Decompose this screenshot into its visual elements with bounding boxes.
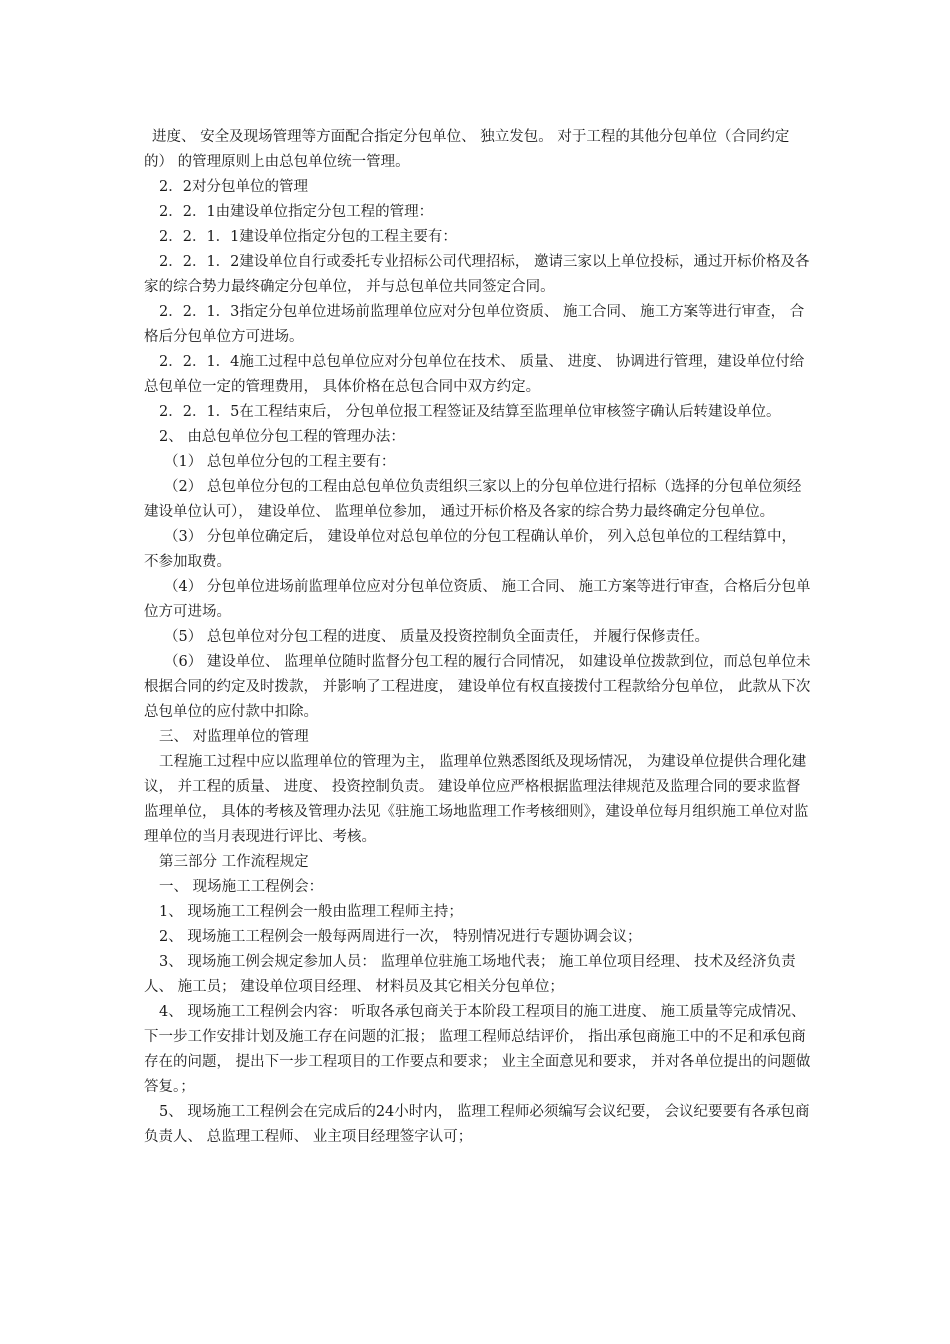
document-body (144, 125, 814, 1150)
paragraph: 工程施工过程中应以监理单位的管理为主， 监理单位熟悉图纸及现场情况， 为建设单位提供合理化建议， 并工程的质量、 进度、 投资控制负责。 建设单位应严格根据监理法律规范及监理合同的要求监督监理单位， 具体的考核及管理办法见《驻施工场地监理工作考核细则》，建设单位每月组织施工单位对监理单位的当月表现进行评比、考核。 (144, 754, 809, 845)
paragraph: 2．2．1．2建设单位自行或委托专业招标公司代理招标， 邀请三家以上单位投标，通过开标价格及各家的综合势力最终确定分包单位， 并与总包单位共同签定合同。 (144, 254, 810, 295)
paragraph: 进度、 安全及现场管理等方面配合指定分包单位、 独立发包。 对于工程的其他分包单位（合同约定的） 的管理原则上由总包单位统一管理。 (144, 129, 790, 170)
paragraph: 2．2．1由建设单位指定分包工程的管理： (159, 204, 434, 220)
paragraph: 三、 对监理单位的管理 (159, 729, 309, 745)
paragraph: （5） 总包单位对分包工程的进度、 质量及投资控制负全面责任， 并履行保修责任。 (164, 629, 710, 645)
paragraph: 2．2．1．4施工过程中总包单位应对分包单位在技术、 质量、 进度、 协调进行管理，建设单位付给总包单位一定的管理费用， 具体价格在总包合同中双方约定。 (144, 354, 805, 395)
paragraph: （3） 分包单位确定后， 建设单位对总包单位的分包工程确认单价， 列入总包单位的工程结算中， 不参加取费。 (144, 529, 797, 570)
paragraph: 1、 现场施工工程例会一般由监理工程师主持； (159, 904, 463, 920)
paragraph: （4） 分包单位进场前监理单位应对分包单位资质、 施工合同、 施工方案等进行审查，合格后分包单位方可进场。 (144, 579, 811, 620)
paragraph: 2、 由总包单位分包工程的管理办法： (159, 429, 405, 445)
paragraph: 4、 现场施工工程例会内容： 听取各承包商关于本阶段工程项目的施工进度、 施工质量等完成情况、 下一步工作安排计划及施工存在问题的汇报； 监理工程师总结评价， 指出承包商施工中的不足和承包商存在的问题， 提出下一步工程项目的工作要点和要求； 业主全面意见和要求， 并对各单位提出的问题做答复。； (144, 1004, 811, 1095)
paragraph: 3、 现场施工例会规定参加人员： 监理单位驻施工场地代表； 施工单位项目经理、 技术及经济负责人、 施工员； 建设单位项目经理、 材料员及其它相关分包单位； (144, 954, 796, 995)
paragraph: （2） 总包单位分包的工程由总包单位负责组织三家以上的分包单位进行招标（选择的分包单位须经建设单位认可）， 建设单位、 监理单位参加， 通过开标价格及各家的综合势力最终确定分包单位。 (144, 479, 802, 520)
paragraph: 2．2．1．3指定分包单位进场前监理单位应对分包单位资质、 施工合同、 施工方案等进行审查， 合格后分包单位方可进场。 (144, 304, 805, 345)
paragraph: 2、 现场施工工程例会一般每两周进行一次， 特别情况进行专题协调会议； (159, 929, 642, 945)
paragraph: （6） 建设单位、 监理单位随时监督分包工程的履行合同情况， 如建设单位拨款到位，而总包单位未根据合同的约定及时拨款， 并影响了工程进度， 建设单位有权直接拨付工程款给分包单位， 此款从下次总包单位的应付款中扣除。 (144, 654, 811, 720)
paragraph: （1） 总包单位分包的工程主要有： (164, 454, 396, 470)
paragraph: 2．2．1．5在工程结束后， 分包单位报工程签证及结算至监理单位审核签字确认后转建设单位。 (159, 404, 781, 420)
paragraph: 一、 现场施工工程例会： (159, 879, 324, 895)
paragraph: 第三部分 工作流程规定 (159, 854, 309, 870)
paragraph: 2．2对分包单位的管理 (159, 179, 308, 195)
paragraph: 2．2．1．1建设单位指定分包的工程主要有： (159, 229, 457, 245)
paragraph: 5、 现场施工工程例会在完成后的24小时内， 监理工程师必须编写会议纪要， 会议纪要要有各承包商负责人、 总监理工程师、 业主项目经理签字认可； (144, 1104, 810, 1145)
